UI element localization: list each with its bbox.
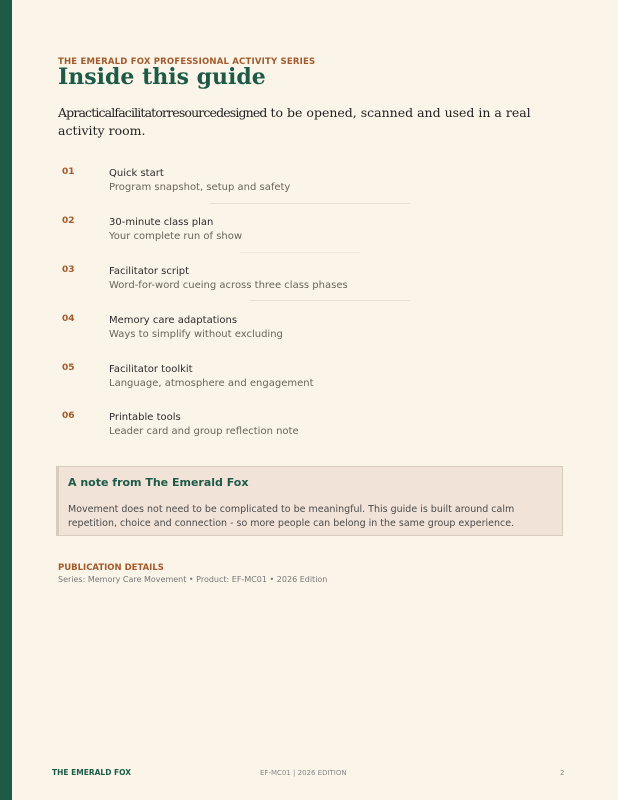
footer-edition: EF-MC01 | 2026 EDITION (260, 769, 347, 777)
toc-title: Quick start (109, 168, 164, 179)
note-callout (56, 466, 563, 536)
toc-item-class-plan[interactable] (0, 216, 618, 256)
toc-title: Memory care adaptations (109, 315, 238, 326)
toc-number: 06 (62, 411, 75, 421)
toc-item-facilitator-script[interactable] (0, 265, 618, 305)
page-number: 2 (560, 769, 565, 777)
toc-description: Word-for-word cueing across three class phases (109, 280, 348, 291)
series-label: THE EMERALD FOX PROFESSIONAL ACTIVITY SERIES (58, 57, 316, 67)
toc-number: 01 (62, 167, 75, 177)
toc-number: 02 (62, 216, 75, 226)
toc-item-memory-care-adaptations[interactable] (0, 314, 618, 354)
toc-title: Facilitator script (109, 266, 190, 277)
toc-description: Language, atmosphere and engagement (109, 378, 314, 389)
toc-description: Your complete run of show (109, 231, 243, 242)
toc-number: 05 (62, 363, 75, 373)
publication-heading: PUBLICATION DETAILS (58, 563, 164, 573)
page-title: Inside this guide (58, 64, 266, 90)
toc-number: 04 (62, 314, 75, 324)
toc-item-facilitator-toolkit[interactable] (0, 363, 618, 403)
publication-details: Series: Memory Care Movement • Product: EF-MC01 • 2026 Edition (58, 575, 328, 584)
toc-number: 03 (62, 265, 75, 275)
toc-description: Program snapshot, setup and safety (109, 182, 291, 193)
toc-divider (250, 300, 410, 301)
toc-description: Leader card and group reflection note (109, 426, 299, 437)
toc-item-printable-tools[interactable] (0, 411, 618, 451)
toc-divider (210, 203, 410, 204)
toc-title: Printable tools (109, 412, 181, 423)
toc-title: 30-minute class plan (109, 217, 214, 228)
toc-divider (240, 252, 360, 253)
intro-text-rest: to be opened, scanned and used in a real activity room. (58, 105, 531, 138)
intro-paragraph (58, 104, 558, 140)
toc-title: Facilitator toolkit (109, 364, 193, 375)
note-body: Movement does not need to be complicated to be meaningful. This guide is built around calm repetition, choice and connection - so more people can belong in the same group experience. (68, 504, 515, 529)
toc-item-quick-start[interactable] (0, 167, 618, 207)
intro-text-start: Apracticalfacilitatorresourcedesigned (58, 105, 267, 120)
toc-description: Ways to simplify without excluding (109, 329, 283, 340)
note-title: A note from The Emerald Fox (68, 476, 249, 489)
footer-brand: THE EMERALD FOX (52, 768, 132, 777)
